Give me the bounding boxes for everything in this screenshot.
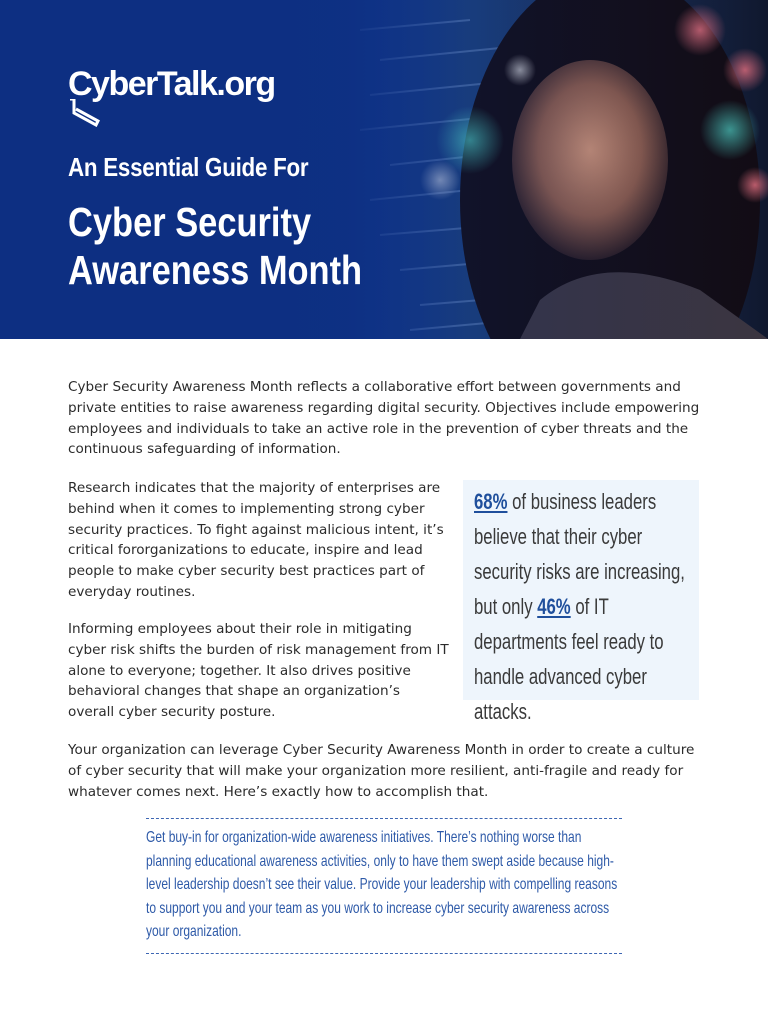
stat-68-percent: 68% (474, 489, 508, 514)
stat-text-2: of IT departments feel ready to handle advanced cyber attacks. (474, 594, 664, 724)
callout-top-divider (146, 818, 622, 819)
tip-callout-text: Get buy-in for organization-wide awareness initiatives. There’s nothing worse than planning educational awareness activities, only to have them swept aside because high-level leadership doesn’t see their value. Provide your leadership with compelling reasons to support you and your team as you work to increase cyber security awareness across your organization. (146, 829, 618, 941)
title-line-1: Cyber Security (68, 199, 312, 245)
callout-bottom-divider (146, 953, 622, 954)
leverage-paragraph: Your organization can leverage Cyber Security Awareness Month in order to create a culture of cyber security that will make your organization more resilient, anti-fragile and ready for whatever comes next. Here’s exactly how to accomplish that. (68, 742, 695, 800)
page-title (68, 198, 362, 294)
guide-eyebrow: An Essential Guide For (68, 152, 309, 182)
hero-banner (0, 0, 768, 339)
research-paragraph: Research indicates that the majority of enterprises are behind when it comes to implementing strong cyber security practices. To fight against malicious intent, it’s critical fororganizations to educate, inspire and lead people to make cyber security best practices part of everyday routines. (68, 480, 444, 600)
stat-callout-text (474, 484, 702, 729)
intro-paragraph: Cyber Security Awareness Month reflects a collaborative effort between governments and private entities to raise awareness regarding digital security. Objectives include empowering employees and individuals to take an active role in the prevention of cyber threats and the continuous safeguarding of information. (68, 379, 700, 458)
stat-46-percent: 46% (537, 594, 571, 619)
informing-paragraph: Informing employees about their role in mitigating cyber risk shifts the burden of risk management from IT alone to everyone; together. It also drives positive behavioral changes that shape an organization’s overall cyber security posture. (68, 621, 449, 721)
stat-text-1: of business leaders believe that their cyber security risks are increasing, but only (474, 489, 685, 619)
logo: CyberTalk.org (68, 65, 275, 103)
speech-tail-icon (70, 99, 104, 127)
title-line-2: Awareness Month (68, 247, 363, 293)
